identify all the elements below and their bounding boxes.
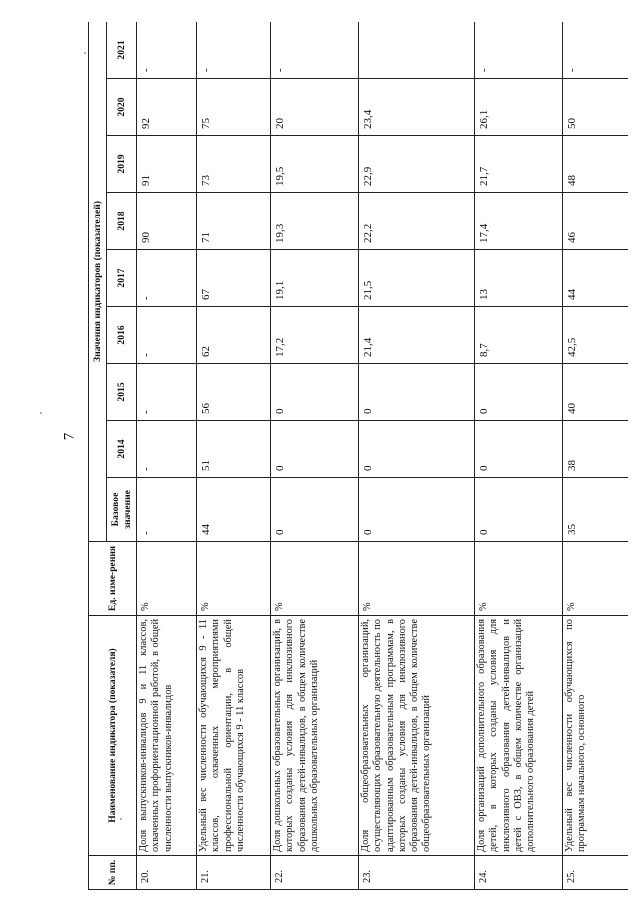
row-number: 20.: [137, 856, 197, 890]
unit-cell: %: [137, 542, 197, 616]
value-cell: -: [137, 364, 197, 421]
value-cell: 21,4: [359, 307, 475, 364]
row-number: 21.: [197, 856, 271, 890]
value-cell: -: [475, 22, 563, 79]
value-cell: 22,2: [359, 193, 475, 250]
unit-cell: %: [563, 542, 629, 616]
base-value-cell: 0: [359, 478, 475, 542]
value-cell: [359, 22, 475, 79]
value-cell: 44: [563, 250, 629, 307]
value-cell: 0: [475, 421, 563, 478]
value-cell: -: [197, 22, 271, 79]
row-number: 23.: [359, 856, 475, 890]
header-year: 2017: [107, 250, 137, 307]
value-cell: 23,4: [359, 79, 475, 136]
value-cell: 50: [563, 79, 629, 136]
indicator-name: Удельный вес численности обучающихся 9 - 11 классов, охваченных мероприятиями профессиональной ориентации, в общей численности обучающихся 9 - 11 классов: [197, 616, 271, 856]
value-cell: 67: [197, 250, 271, 307]
header-year: 2018: [107, 193, 137, 250]
page-number: 7: [61, 432, 78, 441]
scan-speck: [40, 412, 42, 414]
value-cell: -: [137, 421, 197, 478]
value-cell: 46: [563, 193, 629, 250]
header-year: 2021: [107, 22, 137, 79]
value-cell: 22,9: [359, 136, 475, 193]
value-cell: 0: [359, 364, 475, 421]
value-cell: 62: [197, 307, 271, 364]
value-cell: 40: [563, 364, 629, 421]
indicator-name: Доля общеобразовательных организаций, осуществляющих образовательную деятельность по адаптированным образовательным программам, в которых созданы условия для инклюзивного образования детей-инвалидов, в общем количестве общеобразовательных организаций: [359, 616, 475, 856]
value-cell: 38: [563, 421, 629, 478]
value-cell: -: [271, 22, 359, 79]
header-year: 2014: [107, 421, 137, 478]
header-values-group: Значения индикаторов (показателей): [89, 22, 107, 542]
value-cell: -: [137, 250, 197, 307]
indicator-name: Удельный вес численности обучающихся по программам начального, основного: [563, 616, 629, 856]
indicator-name: Доля организаций дополнительного образования детей, в которых созданы условия для инклюзивного образования детей-инвалидов и детей с ОВЗ, в общем количестве организаций дополнительного образования детей: [475, 616, 563, 856]
value-cell: 21,5: [359, 250, 475, 307]
value-cell: 13: [475, 250, 563, 307]
value-cell: 20: [271, 79, 359, 136]
value-cell: 48: [563, 136, 629, 193]
value-cell: 0: [271, 364, 359, 421]
base-value-cell: 0: [271, 478, 359, 542]
value-cell: 26,1: [475, 79, 563, 136]
table-row: [563, 22, 629, 890]
value-cell: 19,1: [271, 250, 359, 307]
table-row: [137, 22, 197, 890]
row-number: 25.: [563, 856, 629, 890]
value-cell: 75: [197, 79, 271, 136]
scan-speck: [120, 818, 122, 820]
header-year: 2016: [107, 307, 137, 364]
value-cell: 51: [197, 421, 271, 478]
header-unit: Ед. изме-рения: [89, 542, 137, 616]
table-row: [197, 22, 271, 890]
value-cell: 42,5: [563, 307, 629, 364]
header-year: 2020: [107, 79, 137, 136]
row-number: 24.: [475, 856, 563, 890]
value-cell: 17,2: [271, 307, 359, 364]
header-number: № пп.: [89, 856, 137, 890]
value-cell: 71: [197, 193, 271, 250]
scan-speck: [84, 52, 86, 54]
value-cell: -: [563, 22, 629, 79]
base-value-cell: 35: [563, 478, 629, 542]
value-cell: 92: [137, 79, 197, 136]
value-cell: 17,4: [475, 193, 563, 250]
unit-cell: %: [271, 542, 359, 616]
unit-cell: %: [197, 542, 271, 616]
indicator-name: Доля выпускников-инвалидов 9 и 11 классов, охваченных профориентационной работой, в общей численности выпускников-инвалидов: [137, 616, 197, 856]
row-number: 22.: [271, 856, 359, 890]
value-cell: 19,3: [271, 193, 359, 250]
value-cell: 73: [197, 136, 271, 193]
base-value-cell: 44: [197, 478, 271, 542]
header-year: 2019: [107, 136, 137, 193]
value-cell: -: [137, 22, 197, 79]
base-value-cell: 0: [475, 478, 563, 542]
value-cell: 91: [137, 136, 197, 193]
header-base-value: Базовое значение: [107, 478, 137, 542]
unit-cell: %: [475, 542, 563, 616]
table-row: [271, 22, 359, 890]
value-cell: 0: [475, 364, 563, 421]
value-cell: 90: [137, 193, 197, 250]
value-cell: 8,7: [475, 307, 563, 364]
value-cell: 21,7: [475, 136, 563, 193]
value-cell: -: [137, 307, 197, 364]
header-indicator-name: Наименование индикатора (показателя): [89, 616, 137, 856]
document-page: [88, 22, 628, 890]
value-cell: 19,5: [271, 136, 359, 193]
base-value-cell: -: [137, 478, 197, 542]
header-year: 2015: [107, 364, 137, 421]
indicators-table: [88, 22, 628, 890]
table-row: [359, 22, 475, 890]
value-cell: 56: [197, 364, 271, 421]
unit-cell: %: [359, 542, 475, 616]
table-row: [475, 22, 563, 890]
value-cell: 0: [359, 421, 475, 478]
indicator-name: Доля дошкольных образовательных организаций, в которых созданы условия для инклюзивного образования детей-инвалидов, в общем количестве дошкольных образовательных организаций: [271, 616, 359, 856]
value-cell: 0: [271, 421, 359, 478]
rotated-table-container: [88, 22, 628, 890]
